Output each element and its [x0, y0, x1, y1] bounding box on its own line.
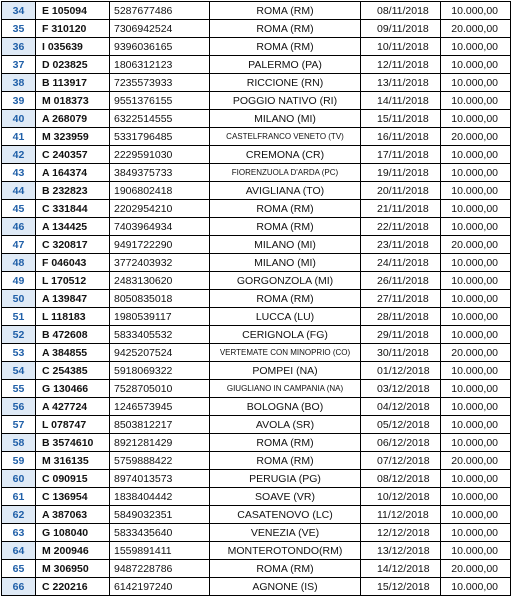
city-cell: AGNONE (IS): [210, 578, 361, 596]
row-number: 57: [2, 416, 36, 434]
date-cell: 20/11/2018: [361, 182, 441, 200]
ticket-id: 3772403932: [110, 254, 210, 272]
date-cell: 24/11/2018: [361, 254, 441, 272]
ticket-id: 5833435640: [110, 524, 210, 542]
amount-cell: 10.000,00: [441, 398, 511, 416]
amount-cell: 10.000,00: [441, 146, 511, 164]
row-number: 50: [2, 290, 36, 308]
ticket-id: 5849032351: [110, 506, 210, 524]
city-cell: PALERMO (PA): [210, 56, 361, 74]
city-cell: CREMONA (CR): [210, 146, 361, 164]
table-row: [2, 308, 511, 326]
ticket-id: 8050835018: [110, 290, 210, 308]
ticket-code: F 310120: [36, 20, 110, 38]
date-cell: 28/11/2018: [361, 308, 441, 326]
ticket-code: C 331844: [36, 200, 110, 218]
amount-cell: 20.000,00: [441, 236, 511, 254]
ticket-id: 7528705010: [110, 380, 210, 398]
date-cell: 15/12/2018: [361, 578, 441, 596]
ticket-id: 2202954210: [110, 200, 210, 218]
table-row: [2, 488, 511, 506]
table-row: [2, 218, 511, 236]
amount-cell: 10.000,00: [441, 416, 511, 434]
ticket-code: M 200946: [36, 542, 110, 560]
amount-cell: 10.000,00: [441, 254, 511, 272]
ticket-code: B 472608: [36, 326, 110, 344]
amount-cell: 10.000,00: [441, 92, 511, 110]
city-cell: ROMA (RM): [210, 290, 361, 308]
table-row: [2, 182, 511, 200]
table-row: [2, 236, 511, 254]
date-cell: 14/11/2018: [361, 92, 441, 110]
city-cell: ROMA (RM): [210, 2, 361, 20]
row-number: 64: [2, 542, 36, 560]
ticket-id: 8921281429: [110, 434, 210, 452]
table-row: [2, 128, 511, 146]
table-row: [2, 164, 511, 182]
row-number: 51: [2, 308, 36, 326]
amount-cell: 20.000,00: [441, 20, 511, 38]
ticket-id: 1906802418: [110, 182, 210, 200]
amount-cell: 10.000,00: [441, 164, 511, 182]
amount-cell: 10.000,00: [441, 308, 511, 326]
ticket-id: 3849375733: [110, 164, 210, 182]
amount-cell: 10.000,00: [441, 272, 511, 290]
row-number: 44: [2, 182, 36, 200]
date-cell: 12/11/2018: [361, 56, 441, 74]
ticket-code: L 078747: [36, 416, 110, 434]
city-cell: CASTELFRANCO VENETO (TV): [210, 128, 361, 146]
table-row: [2, 524, 511, 542]
ticket-id: 8974013573: [110, 470, 210, 488]
table-row: [2, 398, 511, 416]
date-cell: 01/12/2018: [361, 362, 441, 380]
row-number: 56: [2, 398, 36, 416]
date-cell: 07/12/2018: [361, 452, 441, 470]
prize-table: [1, 1, 511, 596]
amount-cell: 10.000,00: [441, 290, 511, 308]
row-number: 62: [2, 506, 36, 524]
ticket-id: 1980539117: [110, 308, 210, 326]
city-cell: ROMA (RM): [210, 560, 361, 578]
ticket-code: C 254385: [36, 362, 110, 380]
table-row: [2, 542, 511, 560]
date-cell: 14/12/2018: [361, 560, 441, 578]
date-cell: 21/11/2018: [361, 200, 441, 218]
row-number: 48: [2, 254, 36, 272]
row-number: 42: [2, 146, 36, 164]
row-number: 47: [2, 236, 36, 254]
ticket-code: A 384855: [36, 344, 110, 362]
city-cell: ROMA (RM): [210, 452, 361, 470]
amount-cell: 10.000,00: [441, 506, 511, 524]
table-row: [2, 56, 511, 74]
ticket-id: 6322514555: [110, 110, 210, 128]
table-row: [2, 290, 511, 308]
table-row: [2, 146, 511, 164]
ticket-code: G 130466: [36, 380, 110, 398]
date-cell: 06/12/2018: [361, 434, 441, 452]
table-row: [2, 344, 511, 362]
date-cell: 10/11/2018: [361, 38, 441, 56]
city-cell: CERIGNOLA (FG): [210, 326, 361, 344]
ticket-id: 1246573945: [110, 398, 210, 416]
ticket-code: G 108040: [36, 524, 110, 542]
row-number: 38: [2, 74, 36, 92]
row-number: 52: [2, 326, 36, 344]
table-row: [2, 74, 511, 92]
ticket-id: 1559891411: [110, 542, 210, 560]
row-number: 58: [2, 434, 36, 452]
table-row: [2, 110, 511, 128]
date-cell: 30/11/2018: [361, 344, 441, 362]
city-cell: AVOLA (SR): [210, 416, 361, 434]
city-cell: MILANO (MI): [210, 110, 361, 128]
city-cell: ROMA (RM): [210, 200, 361, 218]
row-number: 65: [2, 560, 36, 578]
date-cell: 04/12/2018: [361, 398, 441, 416]
ticket-id: 6142197240: [110, 578, 210, 596]
row-number: 37: [2, 56, 36, 74]
amount-cell: 10.000,00: [441, 380, 511, 398]
date-cell: 29/11/2018: [361, 326, 441, 344]
table-row: [2, 362, 511, 380]
table-row: [2, 326, 511, 344]
city-cell: POMPEI (NA): [210, 362, 361, 380]
row-number: 39: [2, 92, 36, 110]
date-cell: 08/11/2018: [361, 2, 441, 20]
amount-cell: 10.000,00: [441, 200, 511, 218]
amount-cell: 20.000,00: [441, 560, 511, 578]
ticket-id: 7403964934: [110, 218, 210, 236]
table-row: [2, 272, 511, 290]
amount-cell: 10.000,00: [441, 326, 511, 344]
table-row: [2, 380, 511, 398]
city-cell: ROMA (RM): [210, 20, 361, 38]
city-cell: CASATENOVO (LC): [210, 506, 361, 524]
ticket-id: 1806312123: [110, 56, 210, 74]
ticket-code: B 232823: [36, 182, 110, 200]
row-number: 40: [2, 110, 36, 128]
amount-cell: 10.000,00: [441, 524, 511, 542]
city-cell: VENEZIA (VE): [210, 524, 361, 542]
ticket-id: 2483130620: [110, 272, 210, 290]
date-cell: 26/11/2018: [361, 272, 441, 290]
city-cell: VERTEMATE CON MINOPRIO (CO): [210, 344, 361, 362]
amount-cell: 10.000,00: [441, 470, 511, 488]
amount-cell: 10.000,00: [441, 56, 511, 74]
city-cell: RICCIONE (RN): [210, 74, 361, 92]
city-cell: AVIGLIANA (TO): [210, 182, 361, 200]
date-cell: 12/12/2018: [361, 524, 441, 542]
city-cell: MONTEROTONDO(RM): [210, 542, 361, 560]
row-number: 34: [2, 2, 36, 20]
ticket-id: 1838404442: [110, 488, 210, 506]
ticket-id: 9396036165: [110, 38, 210, 56]
table-row: [2, 452, 511, 470]
ticket-code: C 136954: [36, 488, 110, 506]
city-cell: MILANO (MI): [210, 236, 361, 254]
amount-cell: 10.000,00: [441, 2, 511, 20]
city-cell: LUCCA (LU): [210, 308, 361, 326]
date-cell: 19/11/2018: [361, 164, 441, 182]
table-row: [2, 470, 511, 488]
ticket-code: C 320817: [36, 236, 110, 254]
ticket-code: E 105094: [36, 2, 110, 20]
row-number: 46: [2, 218, 36, 236]
ticket-id: 8503812217: [110, 416, 210, 434]
ticket-code: M 323959: [36, 128, 110, 146]
ticket-id: 2229591030: [110, 146, 210, 164]
ticket-id: 5287677486: [110, 2, 210, 20]
city-cell: SOAVE (VR): [210, 488, 361, 506]
date-cell: 08/12/2018: [361, 470, 441, 488]
ticket-id: 9551376155: [110, 92, 210, 110]
row-number: 59: [2, 452, 36, 470]
amount-cell: 20.000,00: [441, 128, 511, 146]
table-row: [2, 92, 511, 110]
table-row: [2, 2, 511, 20]
amount-cell: 10.000,00: [441, 74, 511, 92]
ticket-id: 5759888422: [110, 452, 210, 470]
city-cell: ROMA (RM): [210, 38, 361, 56]
ticket-id: 5331796485: [110, 128, 210, 146]
amount-cell: 10.000,00: [441, 542, 511, 560]
table-row: [2, 38, 511, 56]
ticket-code: C 090915: [36, 470, 110, 488]
row-number: 60: [2, 470, 36, 488]
date-cell: 13/11/2018: [361, 74, 441, 92]
ticket-code: A 139847: [36, 290, 110, 308]
date-cell: 22/11/2018: [361, 218, 441, 236]
city-cell: GIUGLIANO IN CAMPANIA (NA): [210, 380, 361, 398]
city-cell: POGGIO NATIVO (RI): [210, 92, 361, 110]
date-cell: 10/12/2018: [361, 488, 441, 506]
ticket-id: 7306942524: [110, 20, 210, 38]
row-number: 55: [2, 380, 36, 398]
date-cell: 15/11/2018: [361, 110, 441, 128]
ticket-code: L 170512: [36, 272, 110, 290]
ticket-id: 5918069322: [110, 362, 210, 380]
table-row: [2, 254, 511, 272]
date-cell: 09/11/2018: [361, 20, 441, 38]
ticket-code: A 164374: [36, 164, 110, 182]
ticket-id: 5833405532: [110, 326, 210, 344]
amount-cell: 20.000,00: [441, 452, 511, 470]
date-cell: 27/11/2018: [361, 290, 441, 308]
city-cell: BOLOGNA (BO): [210, 398, 361, 416]
row-number: 36: [2, 38, 36, 56]
ticket-id: 9487228786: [110, 560, 210, 578]
ticket-code: M 316135: [36, 452, 110, 470]
ticket-id: 9491722290: [110, 236, 210, 254]
ticket-code: A 427724: [36, 398, 110, 416]
amount-cell: 10.000,00: [441, 38, 511, 56]
table-row: [2, 416, 511, 434]
city-cell: MILANO (MI): [210, 254, 361, 272]
date-cell: 13/12/2018: [361, 542, 441, 560]
date-cell: 16/11/2018: [361, 128, 441, 146]
amount-cell: 10.000,00: [441, 110, 511, 128]
row-number: 43: [2, 164, 36, 182]
city-cell: FIORENZUOLA D'ARDA (PC): [210, 164, 361, 182]
ticket-code: C 240357: [36, 146, 110, 164]
table-row: [2, 506, 511, 524]
date-cell: 11/12/2018: [361, 506, 441, 524]
table-row: [2, 434, 511, 452]
ticket-code: I 035639: [36, 38, 110, 56]
row-number: 63: [2, 524, 36, 542]
date-cell: 03/12/2018: [361, 380, 441, 398]
ticket-code: A 134425: [36, 218, 110, 236]
amount-cell: 10.000,00: [441, 578, 511, 596]
amount-cell: 10.000,00: [441, 182, 511, 200]
row-number: 45: [2, 200, 36, 218]
row-number: 66: [2, 578, 36, 596]
ticket-id: 9425207524: [110, 344, 210, 362]
ticket-code: A 268079: [36, 110, 110, 128]
date-cell: 23/11/2018: [361, 236, 441, 254]
table-row: [2, 560, 511, 578]
city-cell: ROMA (RM): [210, 434, 361, 452]
row-number: 35: [2, 20, 36, 38]
amount-cell: 10.000,00: [441, 488, 511, 506]
city-cell: PERUGIA (PG): [210, 470, 361, 488]
ticket-code: L 118183: [36, 308, 110, 326]
ticket-code: C 220216: [36, 578, 110, 596]
ticket-code: M 018373: [36, 92, 110, 110]
row-number: 49: [2, 272, 36, 290]
row-number: 54: [2, 362, 36, 380]
amount-cell: 10.000,00: [441, 218, 511, 236]
ticket-code: B 3574610: [36, 434, 110, 452]
ticket-code: F 046043: [36, 254, 110, 272]
ticket-code: M 306950: [36, 560, 110, 578]
amount-cell: 10.000,00: [441, 434, 511, 452]
amount-cell: 20.000,00: [441, 344, 511, 362]
row-number: 53: [2, 344, 36, 362]
amount-cell: 10.000,00: [441, 362, 511, 380]
table-row: [2, 578, 511, 596]
row-number: 41: [2, 128, 36, 146]
date-cell: 05/12/2018: [361, 416, 441, 434]
table-row: [2, 200, 511, 218]
ticket-id: 7235573933: [110, 74, 210, 92]
ticket-code: D 023825: [36, 56, 110, 74]
city-cell: ROMA (RM): [210, 218, 361, 236]
date-cell: 17/11/2018: [361, 146, 441, 164]
table-body: [2, 2, 511, 596]
ticket-code: B 113917: [36, 74, 110, 92]
table-row: [2, 20, 511, 38]
row-number: 61: [2, 488, 36, 506]
city-cell: GORGONZOLA (MI): [210, 272, 361, 290]
ticket-code: A 387063: [36, 506, 110, 524]
